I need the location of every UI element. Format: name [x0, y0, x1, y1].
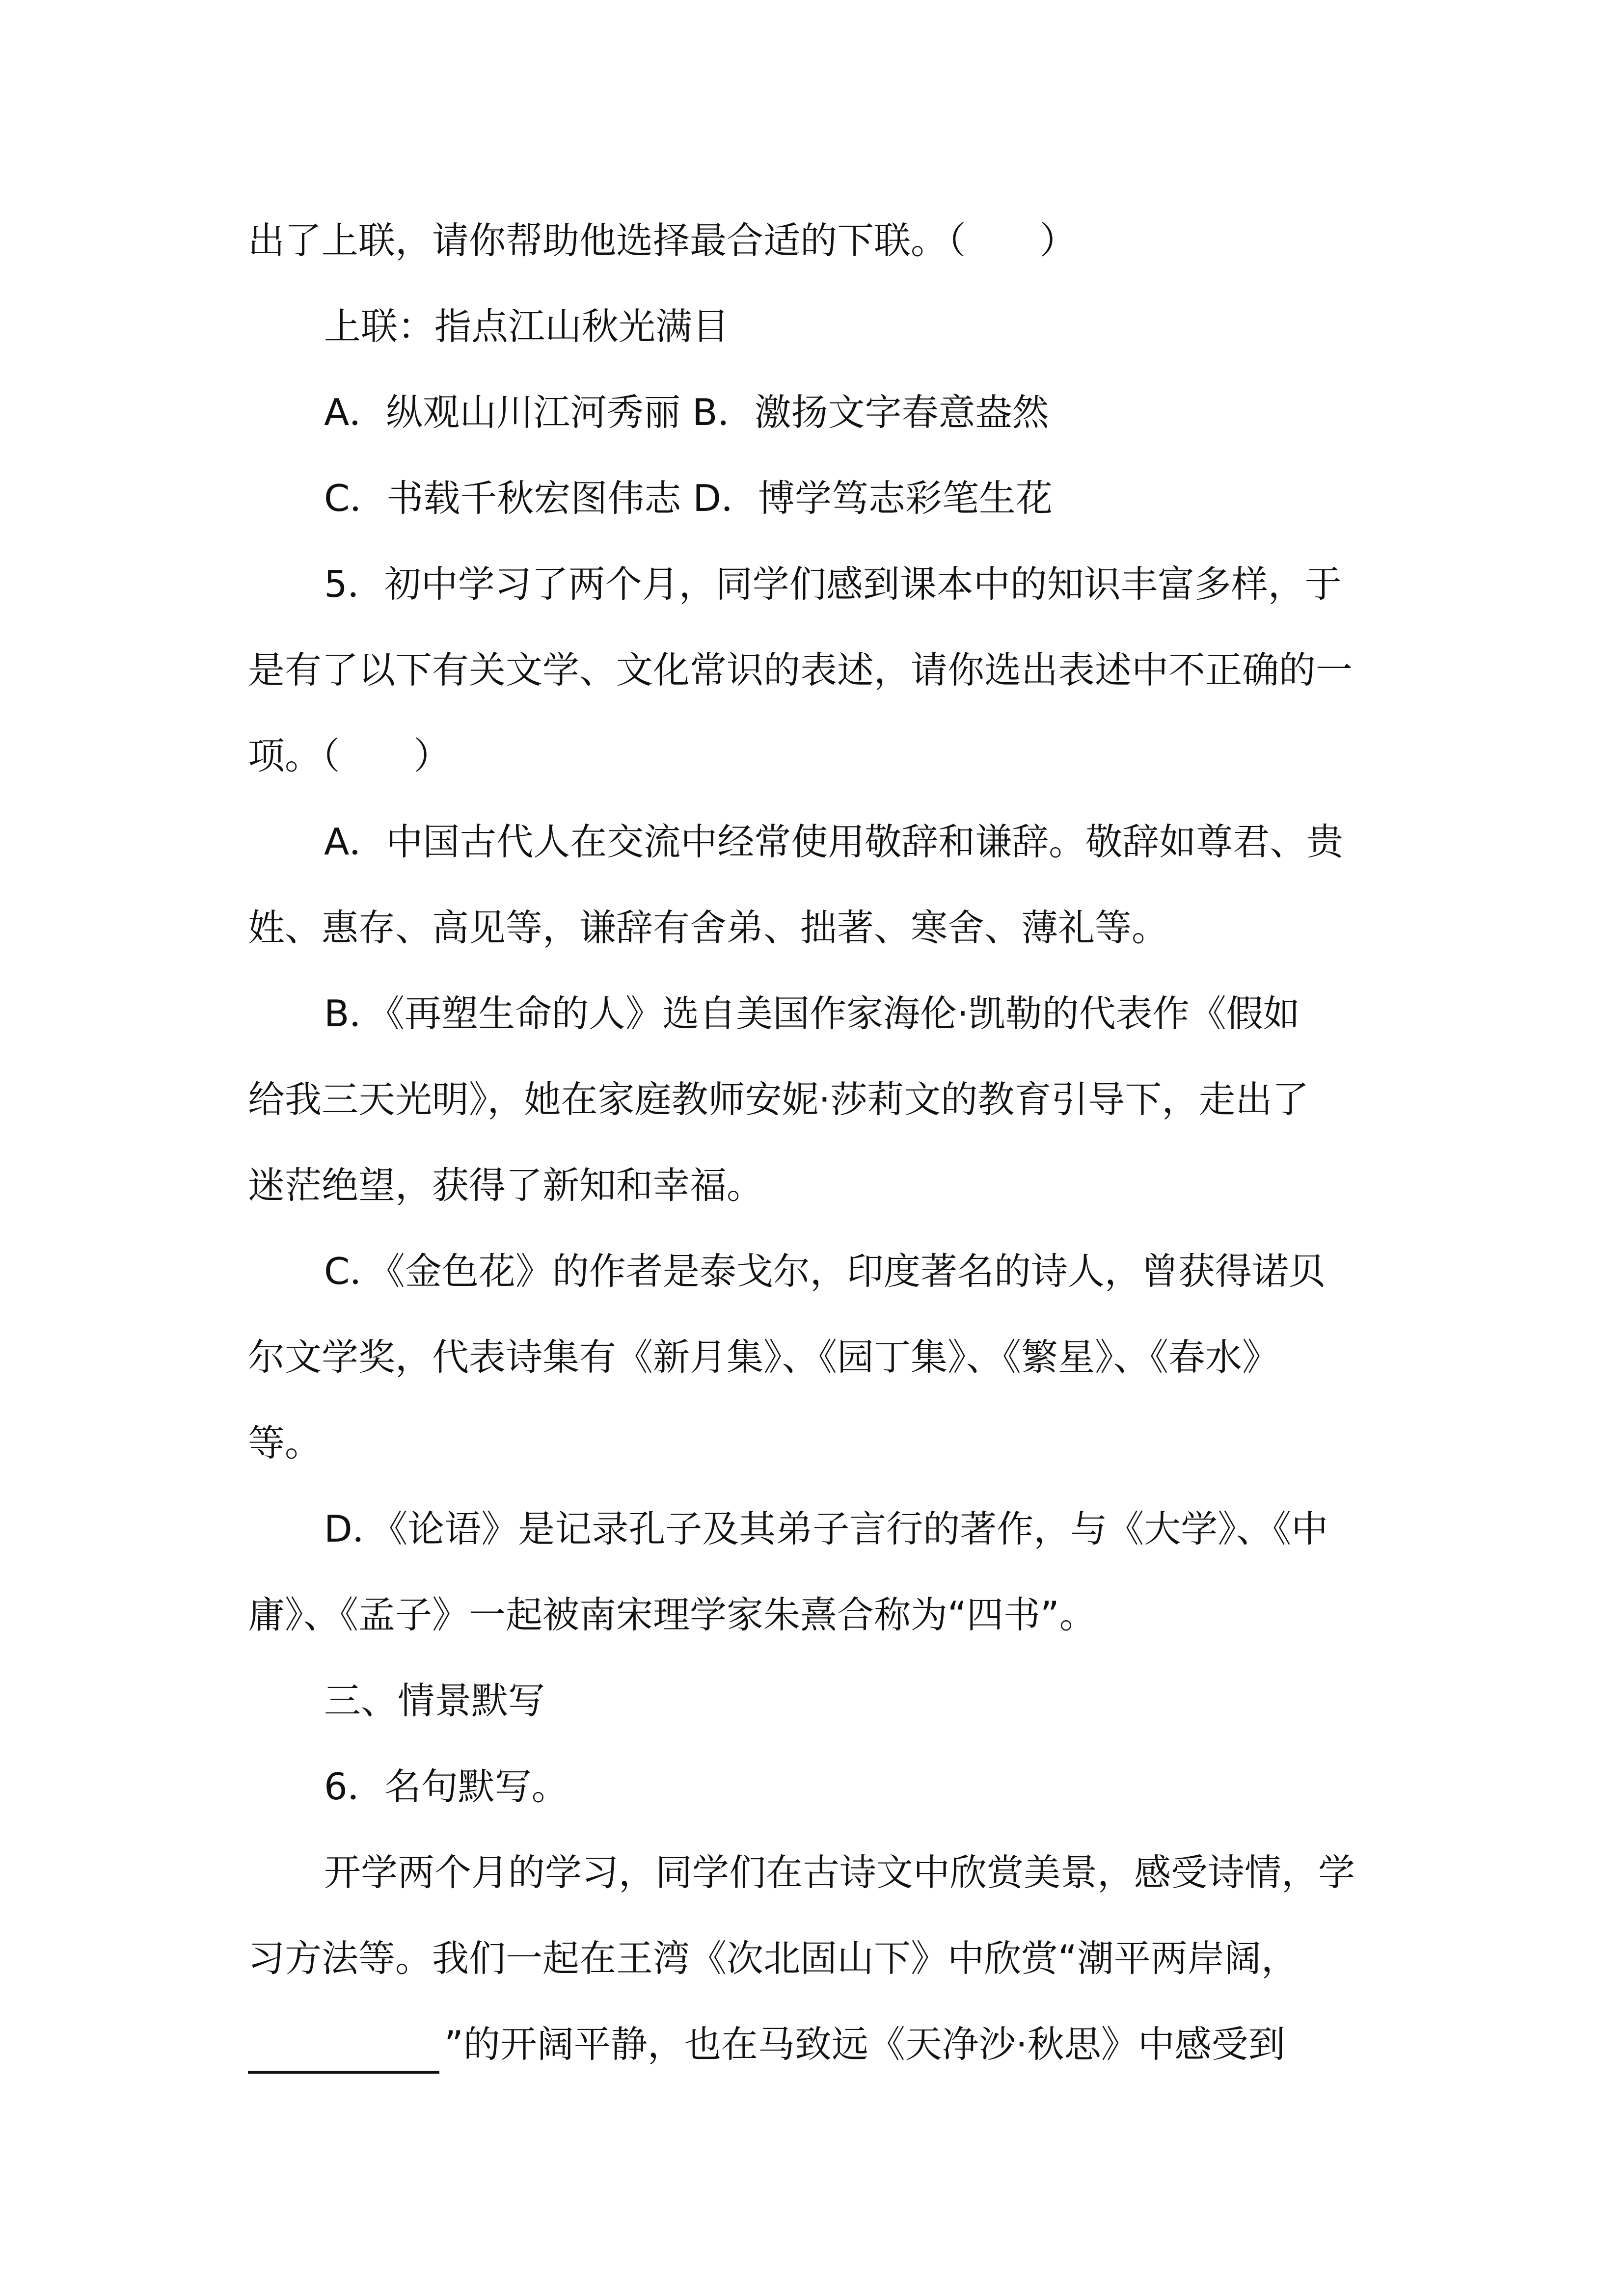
- text-line: 庸》、《孟子》一起被南宋理学家朱熹合称为“四书”。: [248, 1593, 1096, 1636]
- answer-blank[interactable]: [248, 2036, 439, 2074]
- fill-in-line: [248, 2015, 1285, 2074]
- text-line: 等。: [248, 1421, 322, 1465]
- question-heading: 6．名句默写。: [324, 1765, 568, 1808]
- text-line: 开学两个月的学习，同学们在古诗文中欣赏美景，感受诗情，学: [324, 1851, 1355, 1894]
- text-line: 姓、惠存、高见等，谦辞有舍弟、拙著、寒舍、薄礼等。: [248, 906, 1169, 949]
- text-line: 是有了以下有关文学、文化常识的表述，请你选出表述中不正确的一: [248, 648, 1353, 692]
- text-line: 尔文学奖，代表诗集有《新月集》、《园丁集》、《繁星》、《春水》: [248, 1335, 1279, 1379]
- text-line: C．《金色花》的作者是泰戈尔，印度著名的诗人，曾获得诺贝: [324, 1250, 1326, 1293]
- text-line: D．《论语》是记录孔子及其弟子言行的著作，与《大学》、《中: [324, 1507, 1328, 1550]
- text-line: 出了上联，请你帮助他选择最合适的下联。（ ）: [248, 219, 1077, 262]
- text-line: 5．初中学习了两个月，同学们感到课本中的知识丰富多样，于: [324, 562, 1342, 606]
- text-line: 习方法等。我们一起在王湾《次北固山下》中欣赏“潮平两岸阔，: [248, 1937, 1298, 1980]
- text-line: ”的开阔平静，也在马致远《天净沙·秋思》中感受到: [444, 2023, 1285, 2066]
- text-line: 上联：指点江山秋光满目: [324, 305, 730, 348]
- text-line: 项。（ ）: [248, 734, 451, 777]
- text-line: B．《再塑生命的人》选自美国作家海伦·凯勒的代表作《假如: [324, 992, 1300, 1035]
- text-line: 给我三天光明》，她在家庭教师安妮·莎莉文的教育引导下，走出了: [248, 1078, 1309, 1121]
- text-line: 迷茫绝望，获得了新知和幸福。: [248, 1164, 764, 1207]
- text-line: A．中国古代人在交流中经常使用敬辞和谦辞。敬辞如尊君、贵: [324, 820, 1344, 863]
- text-line: C．书载千秋宏图伟志 D．博学笃志彩笔生花: [324, 477, 1053, 520]
- section-heading: 三、情景默写: [324, 1679, 545, 1722]
- text-line: A．纵观山川江河秀丽 B．激扬文字春意盎然: [324, 391, 1049, 434]
